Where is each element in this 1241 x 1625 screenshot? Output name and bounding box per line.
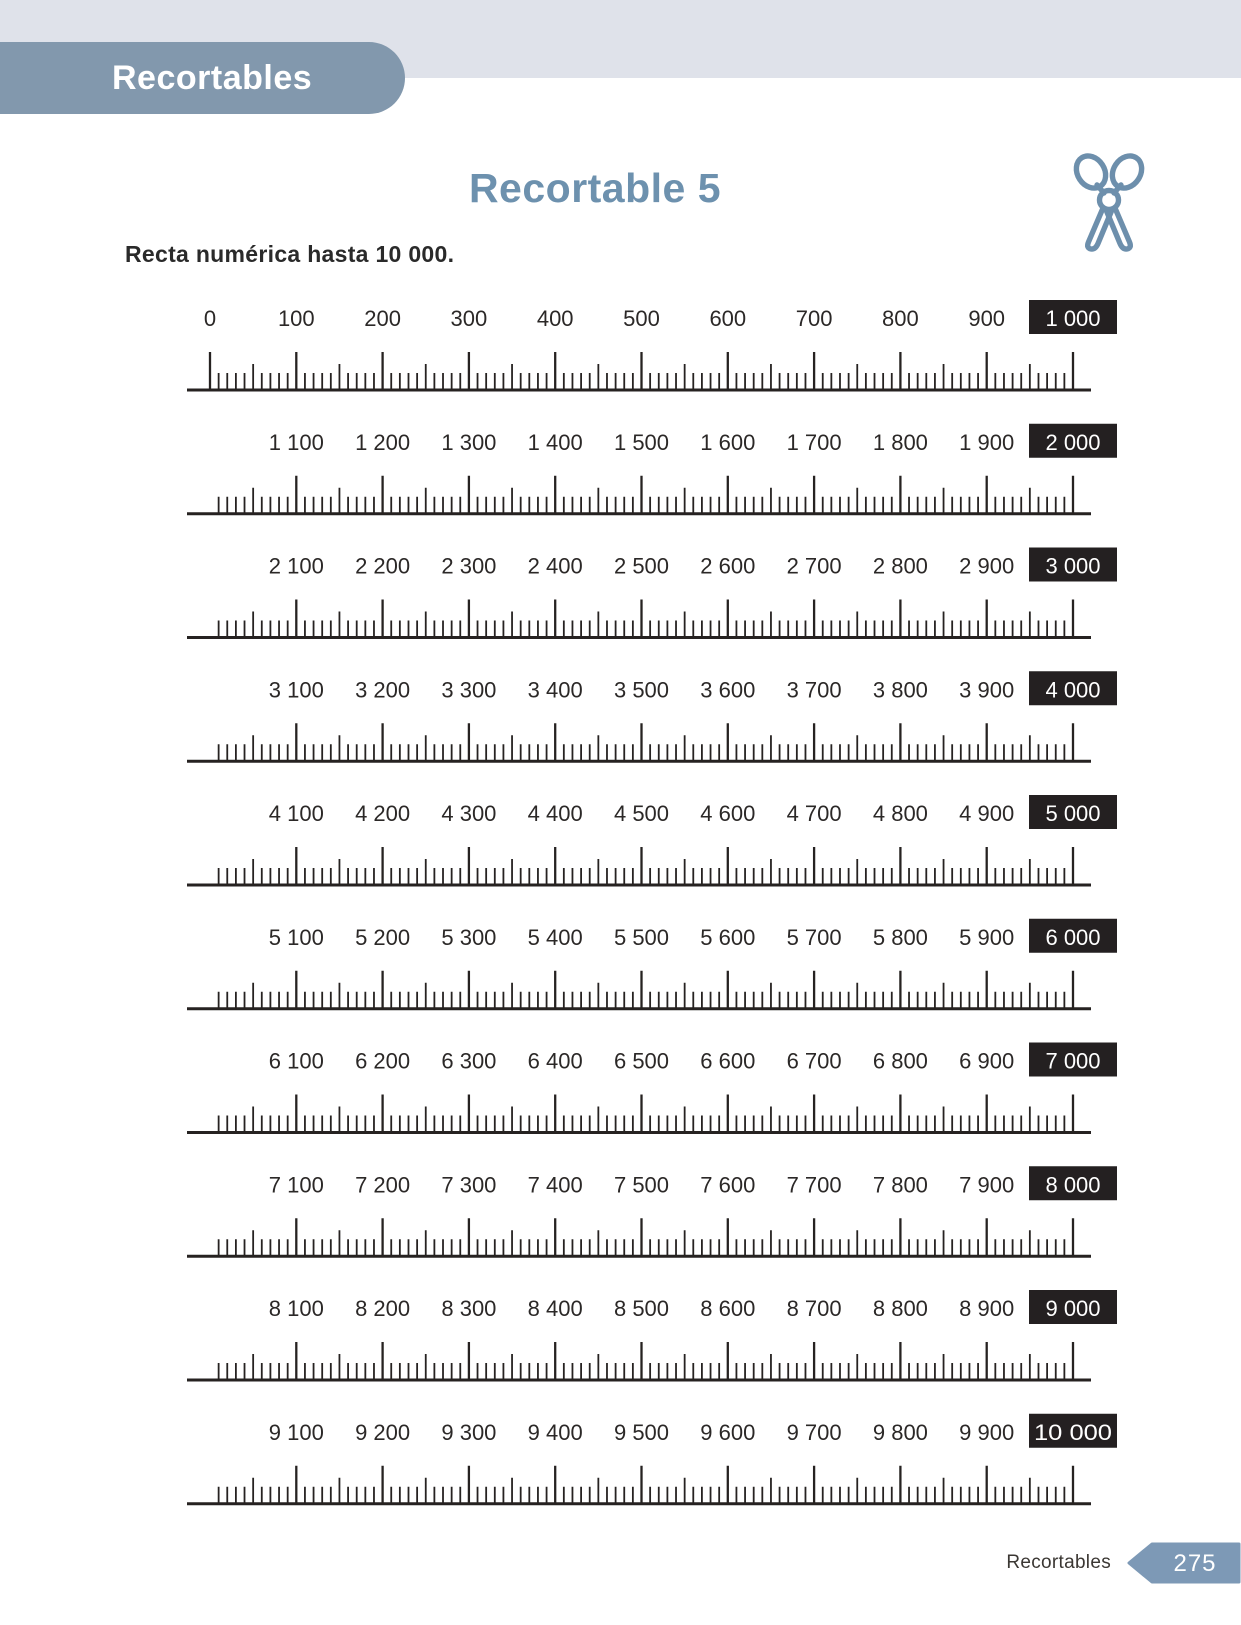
tick-label: 6 700 bbox=[786, 1048, 842, 1074]
tick-label: 800 bbox=[882, 306, 919, 331]
thousand-label: 6 000 bbox=[1045, 924, 1101, 950]
thousand-label: 9 000 bbox=[1045, 1296, 1101, 1321]
tick-label: 8 300 bbox=[441, 1296, 497, 1321]
subtitle-number: 10 000. bbox=[375, 241, 455, 267]
tick-label: 1 100 bbox=[268, 429, 324, 455]
tick-label: 5 200 bbox=[355, 924, 411, 950]
tick-label: 6 100 bbox=[268, 1048, 324, 1074]
tick-label: 7 400 bbox=[527, 1172, 583, 1198]
tick-label: 7 500 bbox=[613, 1172, 670, 1198]
tick-label: 500 bbox=[623, 306, 660, 331]
tick-label: 600 bbox=[709, 306, 747, 331]
tick-label: 5 900 bbox=[959, 924, 1015, 950]
tick-label: 9 400 bbox=[527, 1419, 583, 1445]
tick-label: 4 500 bbox=[613, 801, 670, 826]
tick-label: 5 400 bbox=[527, 924, 583, 950]
tick-label: 9 900 bbox=[959, 1419, 1015, 1445]
tick-label: 5 300 bbox=[441, 924, 497, 950]
tick-label: 6 200 bbox=[355, 1048, 411, 1074]
tick-label: 6 800 bbox=[872, 1048, 928, 1074]
tick-label: 1 700 bbox=[786, 429, 842, 455]
page-number: 275 bbox=[1173, 1550, 1217, 1577]
tick-label: 3 700 bbox=[786, 677, 842, 703]
tick-label: 2 400 bbox=[527, 553, 583, 579]
number-line-row bbox=[187, 1290, 1117, 1380]
tick-label: 3 300 bbox=[441, 677, 497, 703]
number-line-row bbox=[187, 795, 1117, 885]
tick-label: 1 600 bbox=[700, 429, 756, 455]
tick-label: 9 300 bbox=[441, 1419, 497, 1445]
thousand-label: 4 000 bbox=[1045, 677, 1101, 703]
tick-label: 2 900 bbox=[959, 553, 1015, 579]
number-line-row bbox=[187, 1166, 1117, 1256]
tick-label: 8 800 bbox=[872, 1296, 928, 1321]
tick-label: 400 bbox=[536, 306, 574, 331]
tick-label: 1 300 bbox=[441, 429, 497, 455]
number-line-row bbox=[187, 548, 1117, 638]
thousand-label: 3 000 bbox=[1045, 553, 1101, 579]
tick-label: 300 bbox=[450, 306, 488, 331]
tick-label: 7 600 bbox=[700, 1172, 756, 1198]
tick-label: 900 bbox=[968, 306, 1006, 331]
number-line-row bbox=[187, 300, 1117, 390]
tick-label: 9 100 bbox=[268, 1419, 324, 1445]
tick-label: 5 600 bbox=[700, 924, 756, 950]
tick-label: 3 800 bbox=[872, 677, 928, 703]
tick-label: 8 700 bbox=[786, 1296, 842, 1321]
tick-label: 9 200 bbox=[355, 1419, 411, 1445]
tick-label: 5 700 bbox=[786, 924, 842, 950]
tick-label: 3 200 bbox=[355, 677, 411, 703]
thousand-label: 5 000 bbox=[1045, 801, 1101, 826]
thousand-label: 7 000 bbox=[1045, 1048, 1101, 1074]
tick-label: 3 500 bbox=[613, 677, 670, 703]
tick-label: 6 400 bbox=[527, 1048, 583, 1074]
tick-label: 8 500 bbox=[613, 1296, 670, 1321]
tick-label: 1 400 bbox=[527, 429, 583, 455]
number-line-row bbox=[187, 919, 1117, 1009]
tick-label: 4 900 bbox=[959, 801, 1015, 826]
section-tab-label: Recortables bbox=[112, 58, 313, 97]
tick-label: 9 700 bbox=[786, 1419, 842, 1445]
thousand-label: 1 000 bbox=[1045, 306, 1101, 331]
tick-label: 6 600 bbox=[700, 1048, 756, 1074]
tick-label: 4 800 bbox=[872, 801, 928, 826]
tick-label: 7 200 bbox=[355, 1172, 411, 1198]
tick-label: 9 600 bbox=[700, 1419, 756, 1445]
tick-label: 2 300 bbox=[441, 553, 497, 579]
tick-label: 2 700 bbox=[786, 553, 842, 579]
footer bbox=[1006, 1542, 1241, 1584]
tick-label: 9 800 bbox=[872, 1419, 928, 1445]
tick-label: 2 200 bbox=[355, 553, 411, 579]
tick-label: 700 bbox=[795, 306, 833, 331]
tick-label: 5 800 bbox=[872, 924, 928, 950]
tick-label: 1 500 bbox=[613, 429, 670, 455]
tick-label: 4 700 bbox=[786, 801, 842, 826]
tick-label: 7 800 bbox=[872, 1172, 928, 1198]
tick-label: 2 600 bbox=[700, 553, 756, 579]
tick-label: 2 100 bbox=[268, 553, 324, 579]
tick-label: 4 300 bbox=[441, 801, 497, 826]
footer-section-label: Recortables bbox=[1006, 1552, 1111, 1573]
page-number-badge bbox=[1127, 1542, 1241, 1584]
tick-label: 6 900 bbox=[959, 1048, 1015, 1074]
number-line-row bbox=[187, 671, 1117, 761]
tick-label: 0 bbox=[203, 306, 217, 331]
tick-label: 3 400 bbox=[527, 677, 583, 703]
tick-label: 3 900 bbox=[959, 677, 1015, 703]
tick-label: 1 800 bbox=[872, 429, 928, 455]
tick-label: 7 900 bbox=[959, 1172, 1015, 1198]
subtitle-text: Recta numérica hasta bbox=[125, 241, 376, 267]
tick-label: 2 800 bbox=[872, 553, 928, 579]
page-title: Recortable 5 bbox=[468, 165, 722, 211]
tick-label: 1 900 bbox=[959, 429, 1015, 455]
thousand-label: 8 000 bbox=[1045, 1172, 1101, 1198]
number-line-row bbox=[187, 1043, 1117, 1133]
number-line-row bbox=[187, 1414, 1117, 1504]
tick-label: 7 300 bbox=[441, 1172, 497, 1198]
thousand-label: 2 000 bbox=[1045, 429, 1101, 455]
tick-label: 4 200 bbox=[355, 801, 411, 826]
tick-label: 6 500 bbox=[613, 1048, 670, 1074]
tick-label: 5 100 bbox=[268, 924, 324, 950]
tick-label: 7 100 bbox=[268, 1172, 324, 1198]
tick-label: 4 600 bbox=[700, 801, 756, 826]
tick-label: 6 300 bbox=[441, 1048, 497, 1074]
tick-label: 2 500 bbox=[613, 553, 670, 579]
tick-label: 9 500 bbox=[613, 1419, 670, 1445]
tick-label: 8 200 bbox=[355, 1296, 411, 1321]
tick-label: 3 600 bbox=[700, 677, 756, 703]
tick-label: 100 bbox=[277, 306, 315, 331]
tick-label: 8 400 bbox=[527, 1296, 583, 1321]
tick-label: 8 600 bbox=[700, 1296, 756, 1321]
tick-label: 200 bbox=[364, 306, 401, 331]
tick-label: 8 100 bbox=[268, 1296, 324, 1321]
tick-label: 5 500 bbox=[613, 924, 670, 950]
tick-label: 7 700 bbox=[786, 1172, 842, 1198]
tick-label: 1 200 bbox=[355, 429, 411, 455]
tick-label: 4 400 bbox=[527, 801, 583, 826]
number-line-row bbox=[187, 424, 1117, 514]
tick-label: 3 100 bbox=[268, 677, 324, 703]
tick-label: 4 100 bbox=[268, 801, 324, 826]
thousand-label: 10 000 bbox=[1034, 1419, 1112, 1445]
tick-label: 8 900 bbox=[959, 1296, 1015, 1321]
